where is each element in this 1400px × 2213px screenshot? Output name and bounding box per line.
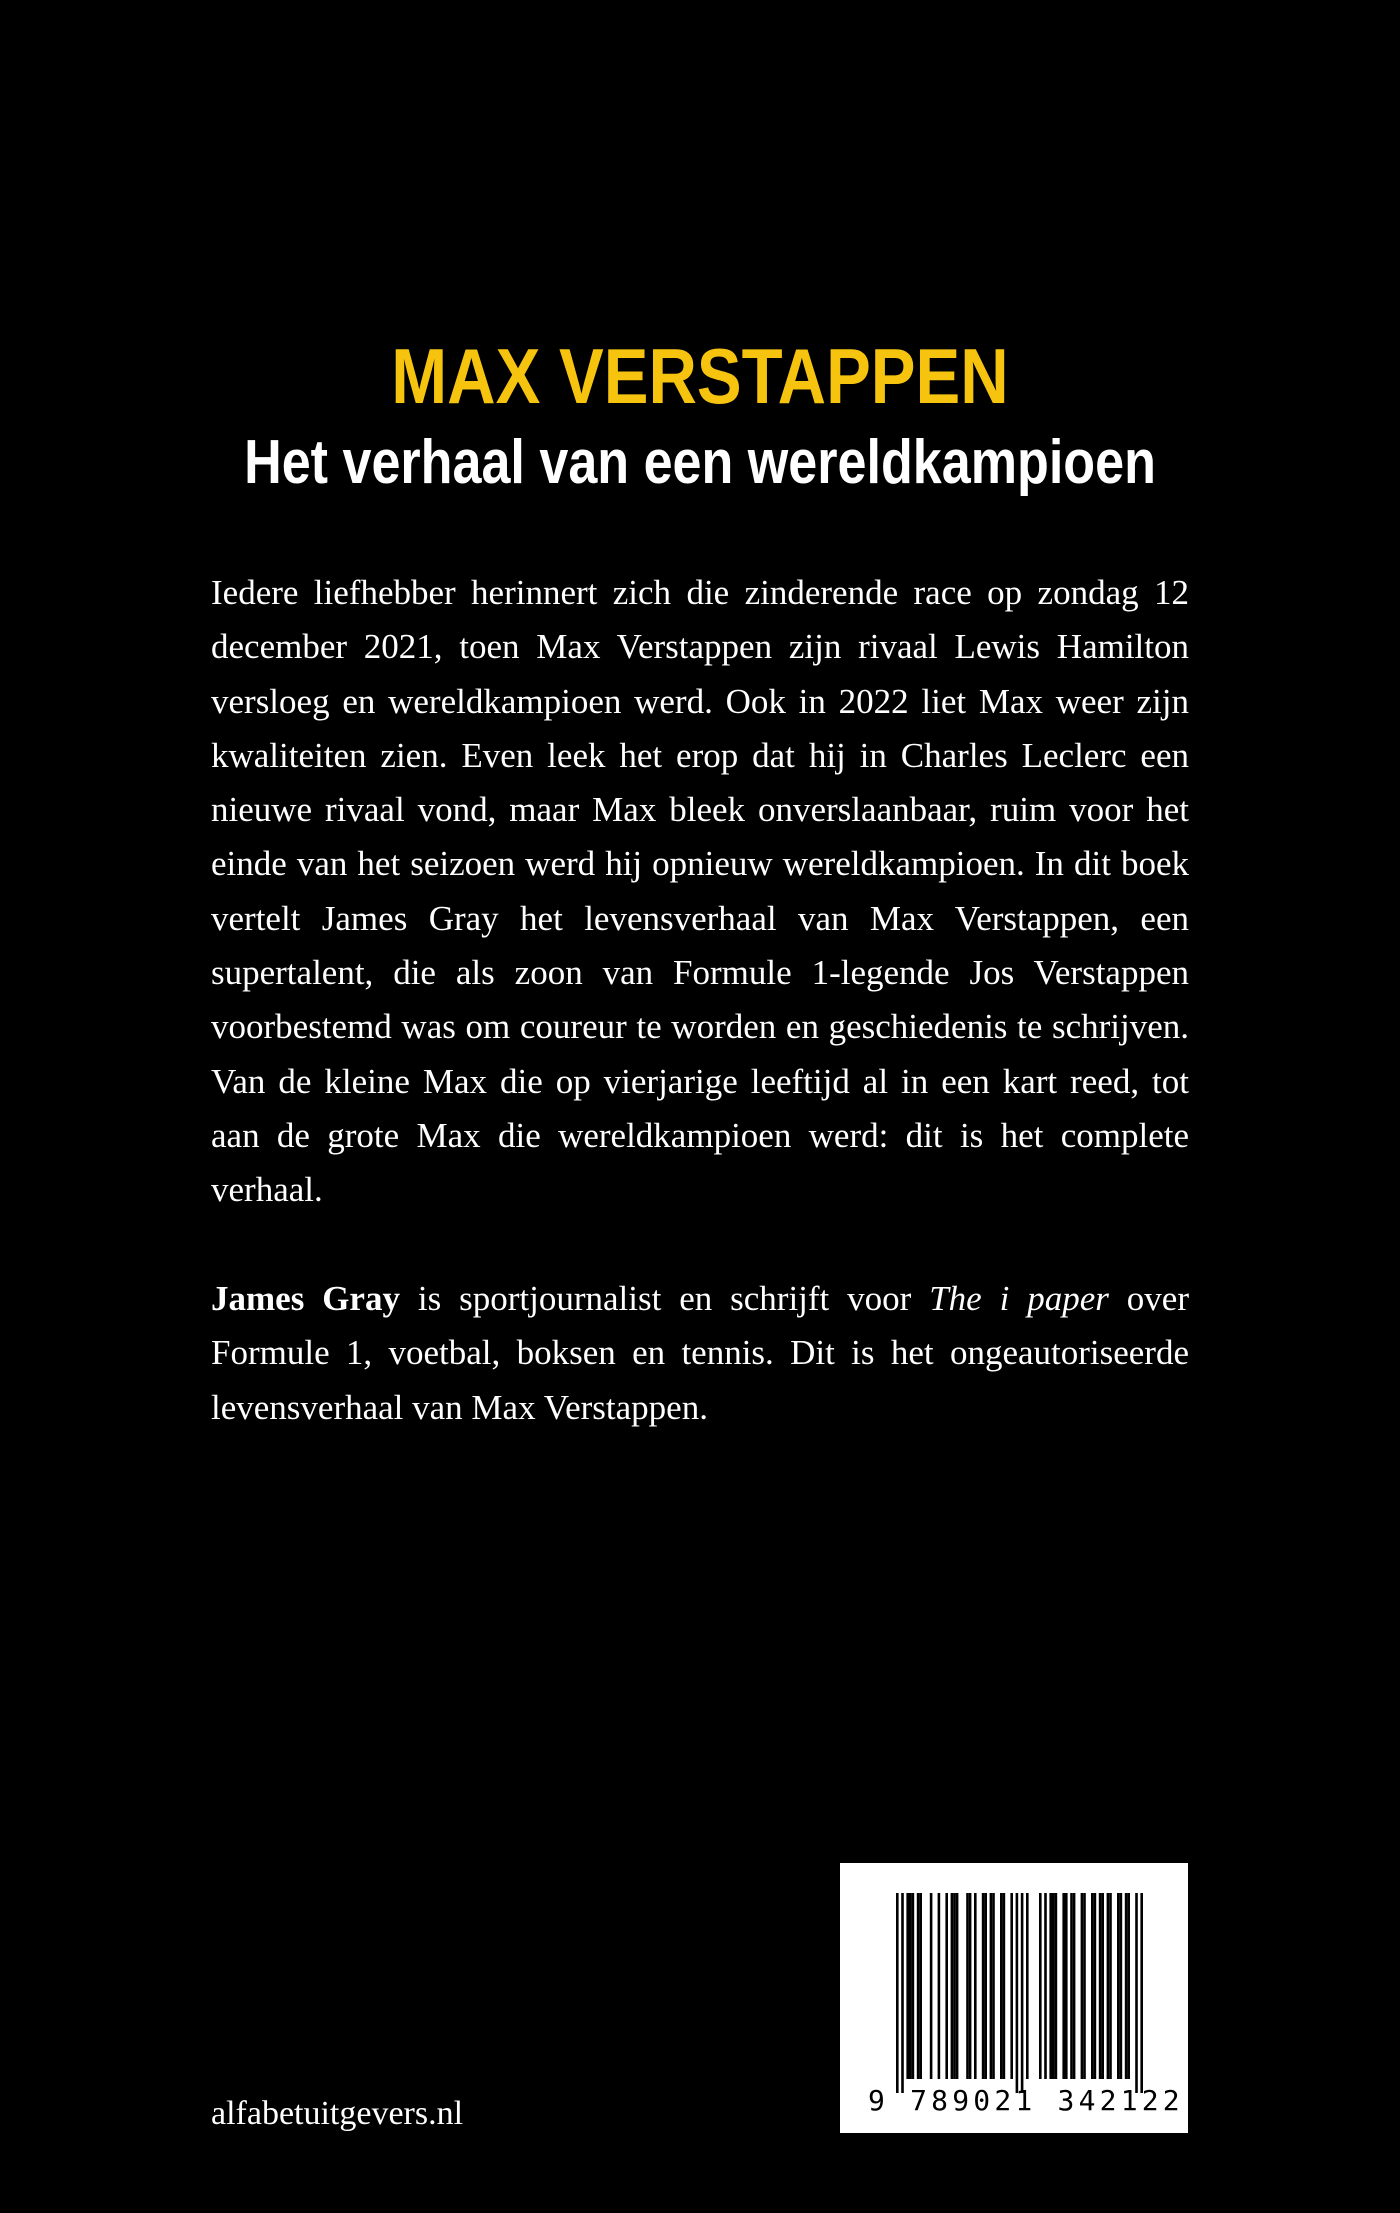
blurb-paragraph: Iedere liefhebber herinnert zich die zinderende race op zondag 12 december 2021, toen Max Verstappen zijn rivaal Lewis Hamilton versloeg en wereldkampioen werd. Ook in 2022 liet Max weer zijn kwaliteiten zien. Even leek het erop dat hij in Charles Leclerc een nieuwe rivaal vond, maar Max bleek onverslaanbaar, ruim voor het einde van het seizoen werd hij opnieuw wereldkampioen. In dit boek vertelt James Gray het levensverhaal van Max Verstappen, een supertalent, die als zoon van Formule 1-legende Jos Verstappen voorbestemd was om coureur te worden en geschiedenis te schrijven. Van de kleine Max die op vierjarige leeftijd al in een kart reed, tot aan de grote Max die wereldkampioen werd: dit is het complete verhaal. [211, 573, 1189, 1210]
barcode-bar [990, 1893, 993, 2079]
publisher-url: alfabetuitgevers.nl [211, 2095, 464, 2132]
barcode-bar [1094, 1893, 1097, 2079]
barcode-bar [969, 1893, 972, 2079]
isbn-barcode [840, 1863, 1188, 2133]
barcode-bar [901, 1893, 904, 2093]
author-bio-text-2: over Formule 1, voetbal, boksen en tennis. Dit is het ongeautoriseerde levensverhaal van Max Verstappen. [211, 1279, 1189, 1427]
barcode-bar [1026, 1893, 1029, 2079]
barcode-bar [1125, 1893, 1128, 2079]
barcode-bar [953, 1893, 956, 2079]
barcode-bar [919, 1893, 922, 2079]
isbn-number: 9 789021 342122 [868, 2084, 1184, 2117]
barcode-bar [1044, 1893, 1047, 2079]
barcode-bar [938, 1893, 941, 2079]
barcode-bar [912, 1893, 915, 2079]
author-bio-text-1: is sportjournalist en schrijft voor [399, 1279, 930, 1318]
barcode-bar [1091, 1893, 1094, 2079]
barcode-bar [992, 1893, 995, 2079]
barcode-bar [909, 1893, 912, 2079]
barcode-bar [1055, 1893, 1058, 2079]
author-name: James Gray [211, 1279, 400, 1318]
barcode-bar [1099, 1893, 1102, 2079]
book-subtitle: Het verhaal van een wereldkampioen [244, 428, 1156, 497]
barcode-bar [1117, 1893, 1120, 2079]
barcode-bar [1109, 1893, 1112, 2079]
barcode-bar [951, 1893, 954, 2079]
title-block [0, 330, 1400, 504]
barcode-bar [1016, 1893, 1019, 2093]
barcode-bar [1021, 1893, 1024, 2093]
barcode-bar [1003, 1893, 1006, 2079]
author-bio [211, 1272, 1189, 1435]
barcode-bar [982, 1893, 985, 2079]
barcode-bar [1120, 1893, 1123, 2079]
barcode-bar [917, 1893, 920, 2079]
barcode-bar [1127, 1893, 1130, 2079]
barcode-bar [1081, 1893, 1084, 2079]
barcode-bar [974, 1893, 977, 2079]
barcode-bar [1010, 1893, 1013, 2079]
barcode-bar [1065, 1893, 1068, 2079]
barcode-bar [984, 1893, 987, 2079]
barcode-bar [1135, 1893, 1138, 2093]
barcode-bar [1070, 1893, 1073, 2079]
barcode-bar [956, 1893, 959, 2079]
barcode-bar [1062, 1893, 1065, 2079]
barcode-bar [1083, 1893, 1086, 2079]
barcode-bar [1101, 1893, 1104, 2079]
barcode-bar [896, 1893, 899, 2093]
barcode-bar [1073, 1893, 1076, 2079]
barcode-bar [1052, 1893, 1055, 2079]
barcode-bar [1000, 1893, 1003, 2079]
barcode-bar [1039, 1893, 1042, 2079]
barcode-bar [966, 1893, 969, 2079]
barcode-bar [1140, 1893, 1143, 2093]
barcode-bar [930, 1893, 933, 2079]
barcode-bar [906, 1893, 909, 2079]
barcode-bar [945, 1893, 948, 2079]
publication-name: The i paper [929, 1279, 1109, 1318]
book-title: MAX VERSTAPPEN [391, 332, 1009, 420]
barcode-bar [1107, 1893, 1110, 2079]
barcode-bar [1049, 1893, 1052, 2079]
